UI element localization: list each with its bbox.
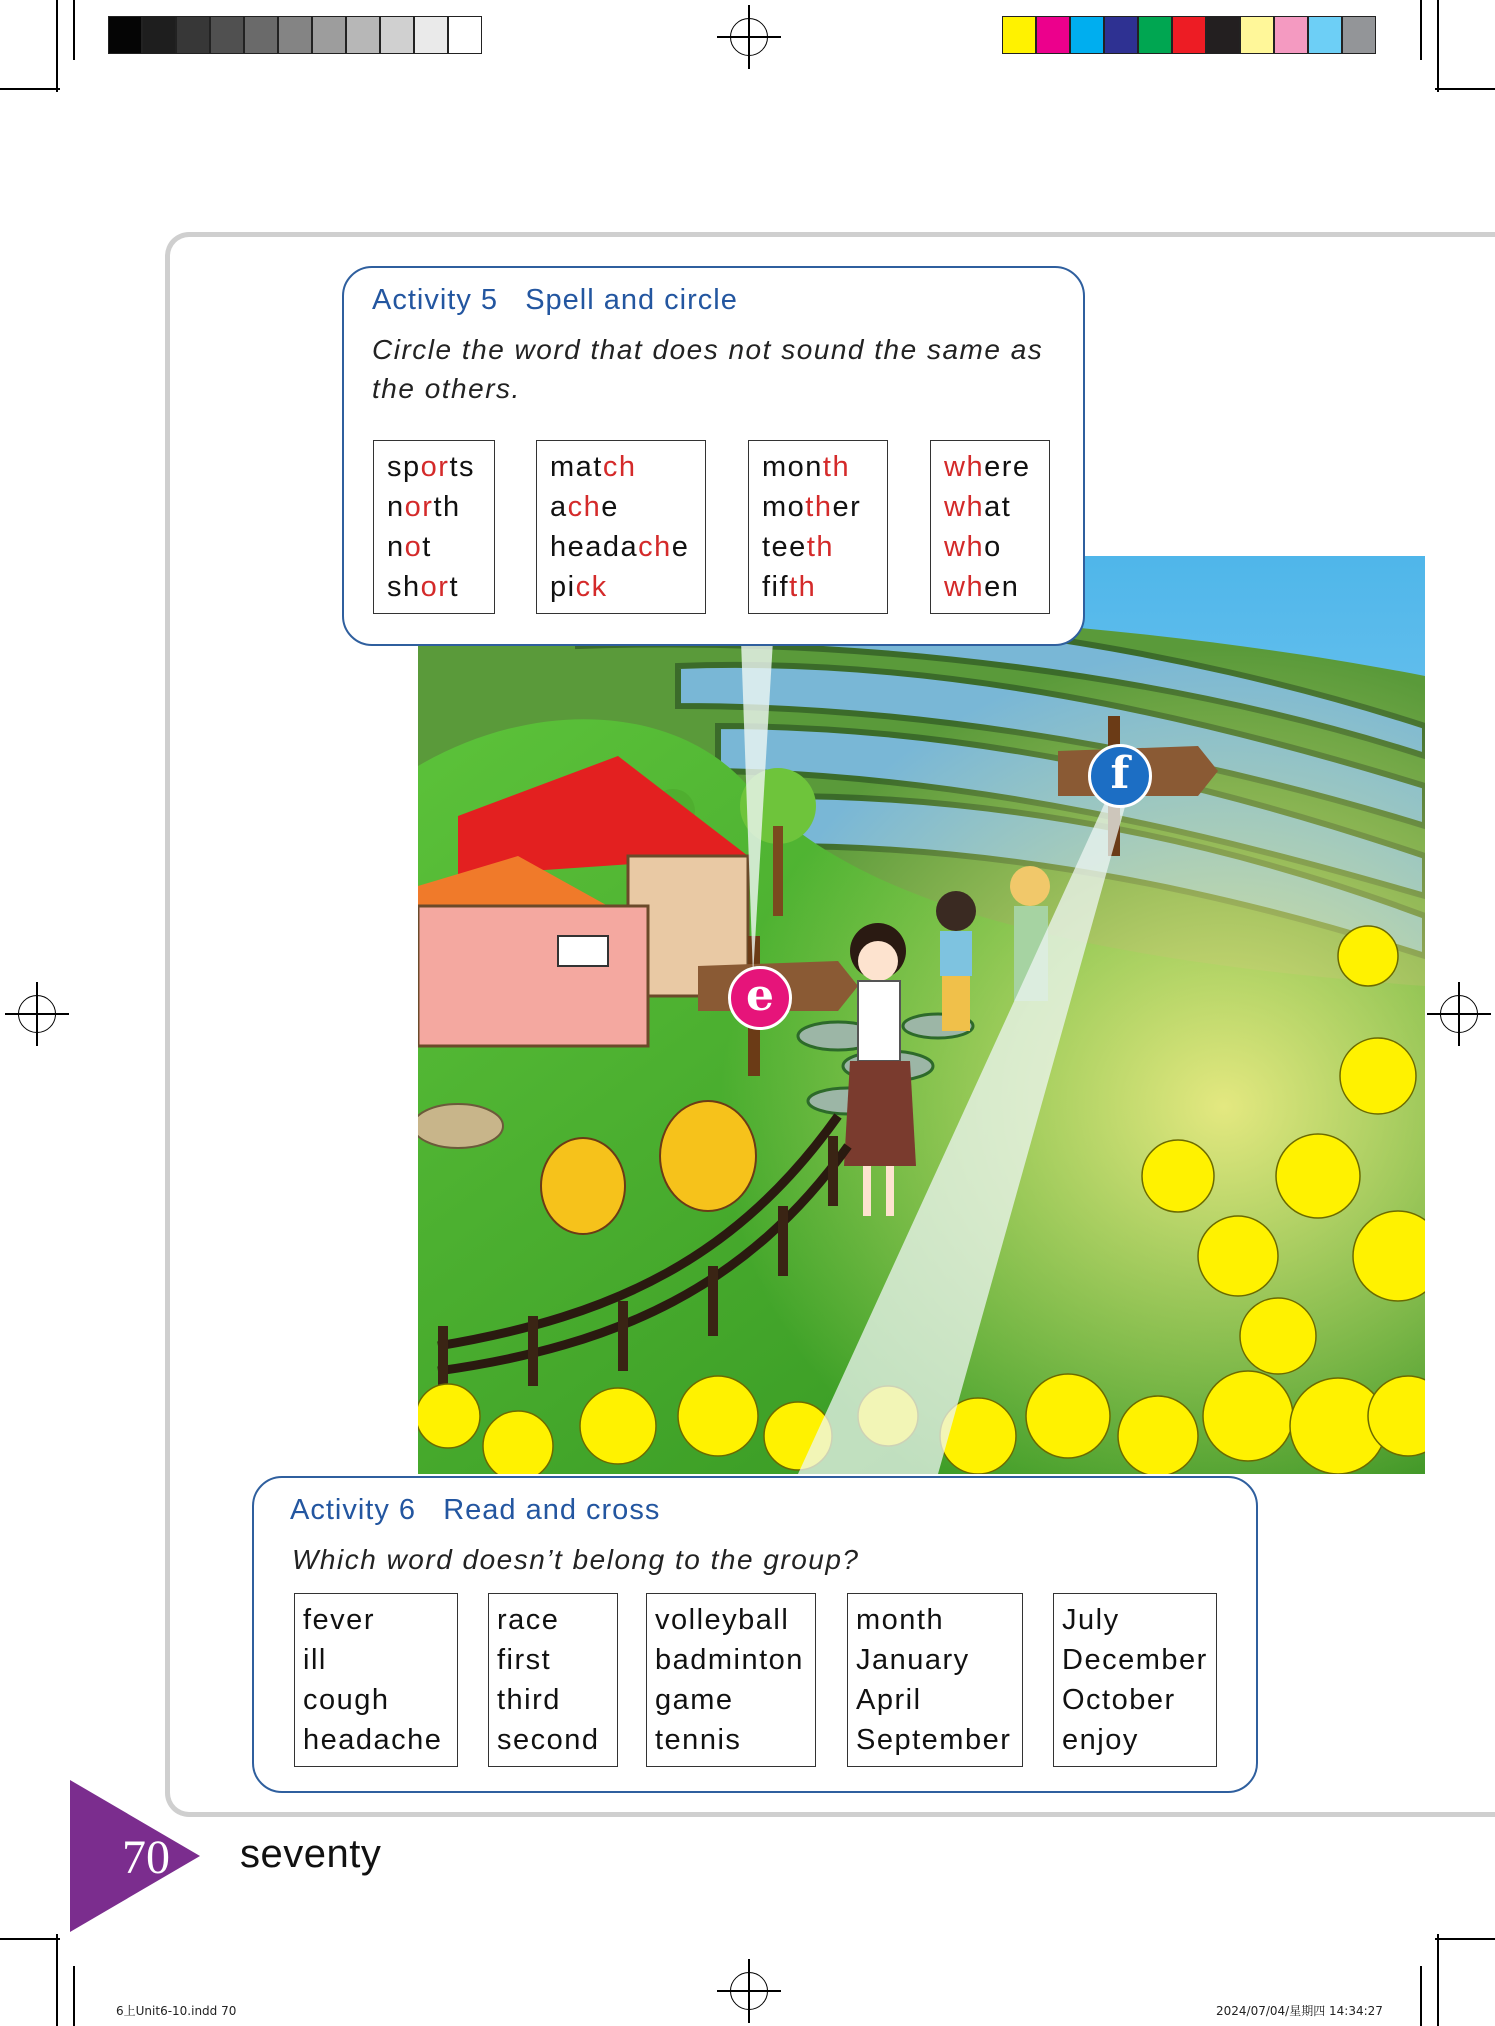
cross-option-word[interactable]: month bbox=[856, 1604, 945, 1636]
swatch bbox=[448, 16, 482, 54]
cross-option-word[interactable]: first bbox=[497, 1644, 552, 1676]
cross-option-word[interactable]: cough bbox=[303, 1684, 390, 1716]
page-number-word: seventy bbox=[240, 1832, 382, 1876]
swatch bbox=[108, 16, 142, 54]
circle-option-word[interactable]: north bbox=[387, 491, 461, 523]
cross-option-word[interactable]: ill bbox=[303, 1644, 327, 1676]
activity-6-group-1 bbox=[294, 1593, 458, 1767]
footer-timestamp: 2024/07/04/星期四 14:34:27 bbox=[1216, 2004, 1383, 2018]
circle-option-word[interactable]: what bbox=[944, 491, 1012, 523]
cross-option-word[interactable]: July bbox=[1062, 1604, 1120, 1636]
activity-5-group-1 bbox=[373, 440, 495, 614]
swatch bbox=[1070, 16, 1104, 54]
circle-option-word[interactable]: where bbox=[944, 451, 1031, 483]
swatch bbox=[380, 16, 414, 54]
swatch bbox=[1206, 16, 1240, 54]
color-bar bbox=[1002, 16, 1376, 54]
activity-5-group-4 bbox=[930, 440, 1050, 614]
circle-option-word[interactable]: when bbox=[944, 571, 1020, 603]
swatch bbox=[1036, 16, 1070, 54]
swatch bbox=[1138, 16, 1172, 54]
activity-6-group-5 bbox=[1053, 1593, 1217, 1767]
circle-option-word[interactable]: not bbox=[387, 531, 432, 563]
registration-mark-bottom bbox=[730, 1972, 768, 2010]
activity-5-group-2 bbox=[536, 440, 706, 614]
grayscale-bar bbox=[108, 16, 482, 54]
circle-option-word[interactable]: pick bbox=[550, 571, 608, 603]
activity-6-group-2 bbox=[488, 1593, 618, 1767]
swatch bbox=[244, 16, 278, 54]
cross-option-word[interactable]: fever bbox=[303, 1604, 375, 1636]
circle-option-word[interactable]: teeth bbox=[762, 531, 835, 563]
circle-option-word[interactable]: ache bbox=[550, 491, 619, 523]
swatch bbox=[346, 16, 380, 54]
cross-option-word[interactable]: December bbox=[1062, 1644, 1208, 1676]
cross-option-word[interactable]: headache bbox=[303, 1724, 443, 1756]
circle-option-word[interactable]: month bbox=[762, 451, 851, 483]
footer-filename: 6上Unit6-10.indd 70 bbox=[116, 2004, 237, 2018]
cross-option-word[interactable]: game bbox=[655, 1684, 734, 1716]
circle-option-word[interactable]: match bbox=[550, 451, 637, 483]
circle-option-word[interactable]: who bbox=[944, 531, 1002, 563]
cross-option-word[interactable]: April bbox=[856, 1684, 922, 1716]
swatch bbox=[210, 16, 244, 54]
activity-5-title: Activity 5 Spell and circle bbox=[372, 284, 738, 316]
swatch bbox=[1002, 16, 1036, 54]
swatch bbox=[414, 16, 448, 54]
activity-6-group-4 bbox=[847, 1593, 1023, 1767]
swatch bbox=[142, 16, 176, 54]
cross-option-word[interactable]: race bbox=[497, 1604, 560, 1636]
countryside-illustration bbox=[418, 556, 1425, 1474]
activity-5-instruction: Circle the word that does not sound the same as the others. bbox=[372, 334, 1044, 404]
sign-f-badge: f bbox=[1088, 744, 1152, 808]
sign-e-badge: e bbox=[728, 966, 792, 1030]
activity-5-group-3 bbox=[748, 440, 888, 614]
circle-option-word[interactable]: sports bbox=[387, 451, 475, 483]
registration-mark-top bbox=[730, 18, 768, 56]
cross-option-word[interactable]: second bbox=[497, 1724, 600, 1756]
activity-6-group-3 bbox=[646, 1593, 816, 1767]
circle-option-word[interactable]: headache bbox=[550, 531, 690, 563]
swatch bbox=[1342, 16, 1376, 54]
swatch bbox=[1274, 16, 1308, 54]
swatch bbox=[1104, 16, 1138, 54]
swatch bbox=[176, 16, 210, 54]
circle-option-word[interactable]: mother bbox=[762, 491, 862, 523]
cross-option-word[interactable]: volleyball bbox=[655, 1604, 790, 1636]
page-number: 70 bbox=[122, 1831, 170, 1884]
cross-option-word[interactable]: tennis bbox=[655, 1724, 742, 1756]
cross-option-word[interactable]: enjoy bbox=[1062, 1724, 1139, 1756]
swatch bbox=[312, 16, 346, 54]
activity-6-instruction: Which word doesn’t belong to the group? bbox=[292, 1544, 860, 1575]
registration-mark-left bbox=[18, 995, 56, 1033]
circle-option-word[interactable]: short bbox=[387, 571, 459, 603]
cross-option-word[interactable]: September bbox=[856, 1724, 1012, 1756]
circle-option-word[interactable]: fifth bbox=[762, 571, 817, 603]
cross-option-word[interactable]: January bbox=[856, 1644, 970, 1676]
cross-option-word[interactable]: October bbox=[1062, 1684, 1176, 1716]
swatch bbox=[1172, 16, 1206, 54]
cross-option-word[interactable]: third bbox=[497, 1684, 561, 1716]
cross-option-word[interactable]: badminton bbox=[655, 1644, 804, 1676]
swatch bbox=[1240, 16, 1274, 54]
swatch bbox=[1308, 16, 1342, 54]
swatch bbox=[278, 16, 312, 54]
activity-6-title: Activity 6 Read and cross bbox=[290, 1494, 661, 1526]
